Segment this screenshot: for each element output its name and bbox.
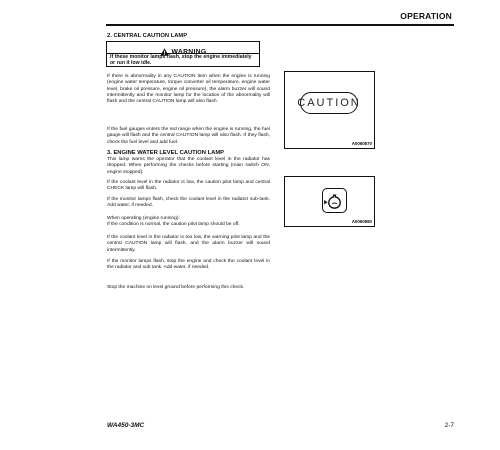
footer-model: WA450-3MC bbox=[107, 422, 145, 429]
page-number: 2-7 bbox=[444, 422, 454, 429]
fuel-gauge-paragraph: If the fuel gauges enters the red range when the engine is running, the fuel gauge will flash and the central CAUTION lamp will also flash. If they flash, check the fuel level and add fuel. bbox=[107, 127, 270, 145]
warning-title: WARNING bbox=[171, 48, 207, 56]
figure-caution-lamp bbox=[284, 71, 375, 149]
operating-paragraph bbox=[107, 216, 307, 229]
warning-box bbox=[106, 41, 260, 67]
stop-engine-paragraph: If the monitor lamps flash, stop the engine and check the coolant level in the radiator and sub tank. Add water, if needed. bbox=[107, 259, 270, 271]
warning-text-line1: If these monitor lamps flash, stop the engine immediately bbox=[110, 54, 252, 60]
lamp-frame bbox=[322, 188, 347, 213]
warning-title-row bbox=[107, 43, 259, 54]
operating-line1: When operating (engine running): bbox=[107, 216, 180, 221]
water-level-intro-paragraph: This lamp warns the operator that the coolant level in the radiator has dropped. When performing the checks before starting (main switch ON, engine stopped): bbox=[107, 157, 270, 175]
warning-text-line2: or run it low idle. bbox=[110, 60, 152, 67]
caution-abnormality-paragraph: If there is abnormality in any CAUTION item when the engine is running (engine water temperature, torque converter oil temperature, engine water level, brake oil pressure, engine oil pressure), the alarm buzzer will sound intermittently and the monitor lamp for the location of the abnormality will flash and the central CAUTION lamp will also flash. bbox=[107, 74, 270, 105]
coolant-low-paragraph: If the coolant level in the radiator is low, the caution pilot lamp and central CHECK lamp will flash. bbox=[107, 180, 270, 192]
coolant-too-low-paragraph: If the coolant level in the radiator is too low, the warning pilot lamp and the central CAUTION lamp will flash, and the alarm buzzer will sound intermittently. bbox=[107, 235, 270, 253]
operating-line2: If the condition is normal, the caution pilot lamp should be off. bbox=[107, 222, 240, 228]
warning-text bbox=[110, 54, 256, 67]
section-heading-water-level: 3. ENGINE WATER LEVEL CAUTION LAMP bbox=[107, 150, 225, 156]
header-rule bbox=[106, 24, 454, 26]
figure-water-level-lamp bbox=[284, 176, 375, 227]
level-ground-paragraph: Stop the machine on level ground before performing this check. bbox=[107, 285, 245, 290]
coolant-level-icon bbox=[323, 189, 346, 212]
check-coolant-paragraph: If the monitor lamps flash, check the coolant level in the radiator sub-tank. Add water, if needed. bbox=[107, 197, 270, 209]
figure-code: A0060880 bbox=[351, 219, 372, 224]
figure-code: A0060870 bbox=[351, 141, 372, 146]
page-section-title: OPERATION bbox=[400, 11, 452, 21]
caution-lamp-display: CAUTION bbox=[300, 92, 358, 114]
section-heading-central-caution: 2. CENTRAL CAUTION LAMP bbox=[107, 33, 188, 39]
